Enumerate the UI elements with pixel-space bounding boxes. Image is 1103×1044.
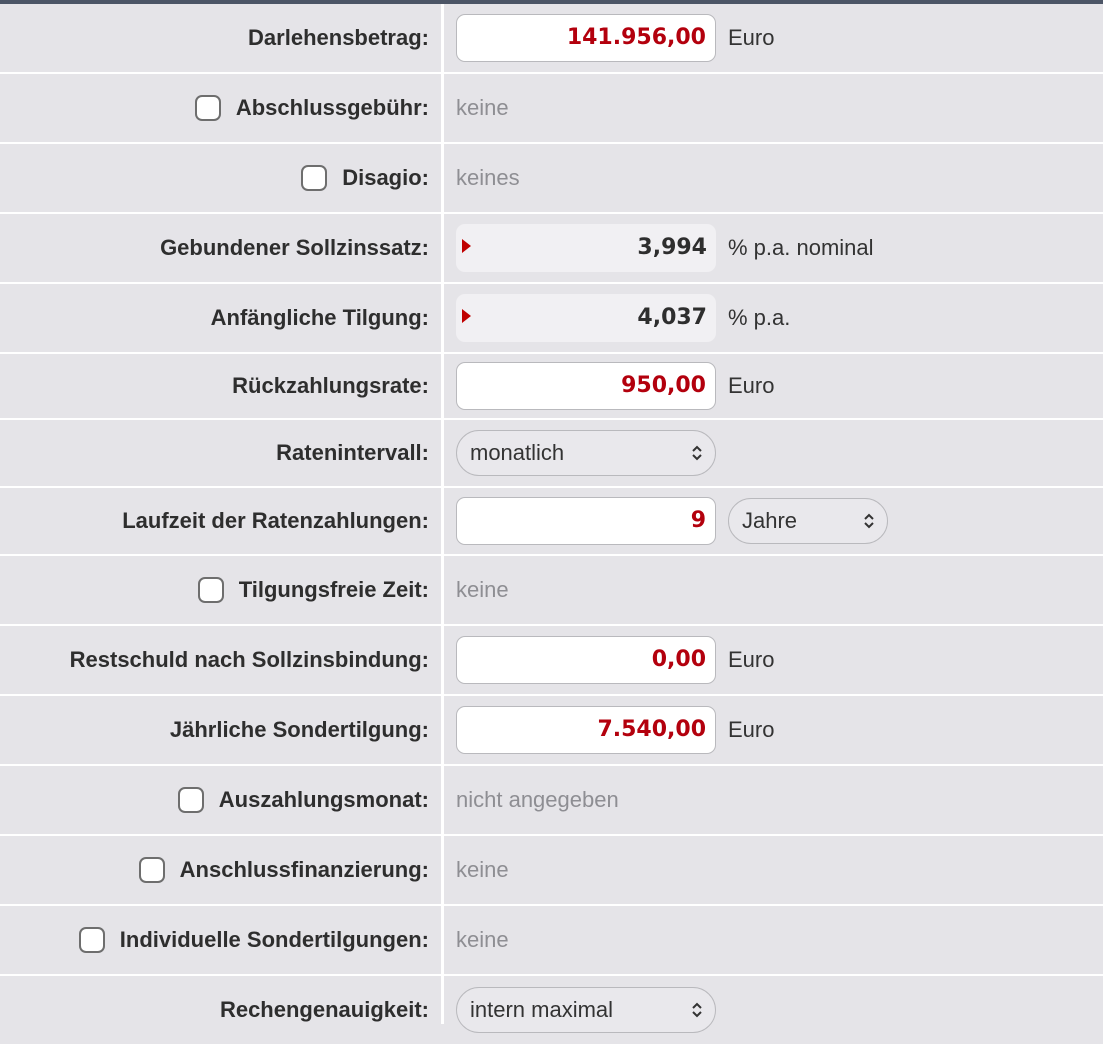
row-auszahlungsmonat [0,766,1103,834]
row-individuelle-sondertilgungen [0,906,1103,974]
chevron-up-down-icon [863,512,875,530]
row-tilgung [0,284,1103,352]
abschlussgebuehr-label: Abschlussgebühr: [195,95,429,121]
sollzinssatz-unit: % p.a. nominal [728,235,874,260]
tilgung-unit: % p.a. [728,305,791,330]
abschlussgebuehr-checkbox[interactable] [195,95,221,121]
darlehensbetrag-unit: Euro [728,25,775,50]
sondertilgung-input[interactable]: 7.540,00 [456,706,716,754]
row-anschlussfinanzierung [0,836,1103,904]
chevron-up-down-icon [691,444,703,462]
row-sollzinssatz [0,214,1103,282]
row-disagio [0,144,1103,212]
restschuld-input[interactable]: 0,00 [456,636,716,684]
darlehensbetrag-label: Darlehensbetrag: [248,25,429,50]
tilgungsfreie-zeit-value: keine [456,577,509,602]
laufzeit-input[interactable]: 9 [456,497,716,545]
rueckzahlungsrate-label: Rückzahlungsrate: [232,373,429,398]
laufzeit-unit-select[interactable] [728,498,888,544]
tilgungsfreie-zeit-label: Tilgungsfreie Zeit: [198,577,429,603]
row-tilgungsfreie-zeit [0,556,1103,624]
anschlussfinanzierung-label: Anschlussfinanzierung: [139,857,429,883]
darlehensbetrag-input[interactable]: 141.956,00 [456,14,716,62]
restschuld-label: Restschuld nach Sollzinsbindung: [69,647,429,672]
row-rueckzahlungsrate [0,354,1103,418]
individuelle-sondertilgungen-checkbox[interactable] [79,927,105,953]
tilgung-field[interactable] [456,294,716,342]
anschlussfinanzierung-checkbox[interactable] [139,857,165,883]
auszahlungsmonat-value: nicht angegeben [456,787,619,812]
chevron-up-down-icon [691,1001,703,1019]
ratenintervall-select[interactable] [456,430,716,476]
disagio-checkbox[interactable] [301,165,327,191]
row-ratenintervall [0,420,1103,486]
tilgungsfreie-zeit-checkbox[interactable] [198,577,224,603]
row-rechengenauigkeit [0,976,1103,1044]
tilgung-value: 4,037 [637,305,707,330]
rechengenauigkeit-select[interactable] [456,987,716,1033]
sollzinssatz-field[interactable] [456,224,716,272]
restschuld-unit: Euro [728,647,775,672]
rechengenauigkeit-label: Rechengenauigkeit: [219,997,429,1022]
abschlussgebuehr-value: keine [456,95,509,120]
auszahlungsmonat-checkbox[interactable] [178,787,204,813]
anschlussfinanzierung-value: keine [456,857,509,882]
rechengenauigkeit-selected: intern maximal [470,997,614,1022]
row-sondertilgung [0,696,1103,764]
row-abschlussgebuehr [0,74,1103,142]
sondertilgung-unit: Euro [728,717,775,742]
rueckzahlungsrate-unit: Euro [728,373,775,398]
auszahlungsmonat-label: Auszahlungsmonat: [178,787,429,813]
laufzeit-label: Laufzeit der Ratenzahlungen: [122,508,429,533]
caret-right-icon [462,239,471,253]
sollzinssatz-value: 3,994 [637,235,707,260]
row-laufzeit [0,488,1103,554]
laufzeit-unit-selected: Jahre [742,508,798,533]
rueckzahlungsrate-input[interactable]: 950,00 [456,362,716,410]
sollzinssatz-label: Gebundener Sollzinssatz: [160,235,429,260]
row-darlehensbetrag [0,4,1103,72]
sondertilgung-label: Jährliche Sondertilgung: [169,717,429,742]
individuelle-sondertilgungen-value: keine [456,927,509,952]
disagio-value: keines [456,165,520,190]
ratenintervall-selected: monatlich [470,440,565,465]
row-restschuld [0,626,1103,694]
tilgung-label: Anfängliche Tilgung: [210,305,429,330]
ratenintervall-label: Ratenintervall: [276,440,429,465]
disagio-label: Disagio: [301,165,429,191]
individuelle-sondertilgungen-label: Individuelle Sondertilgungen: [79,927,429,953]
caret-right-icon [462,309,471,323]
